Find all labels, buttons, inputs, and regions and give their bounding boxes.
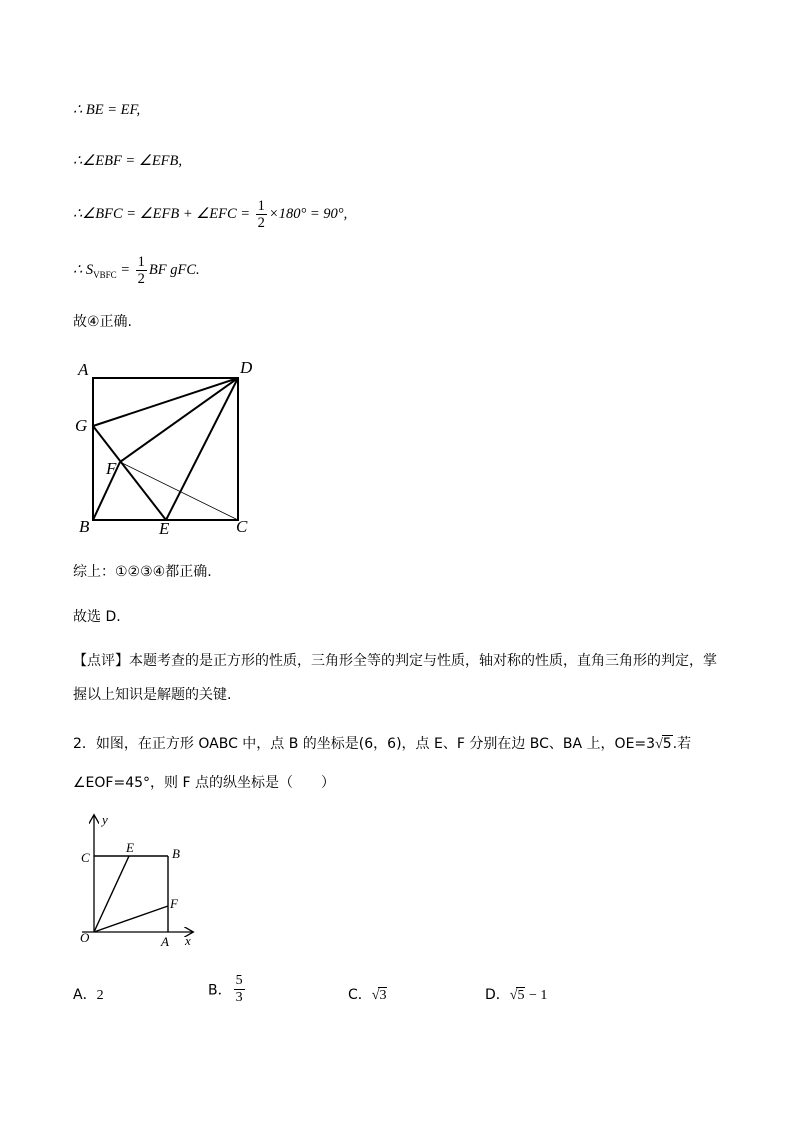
fraction-half: [256, 198, 267, 231]
proof-line-3-right: ×180° = 90°,: [268, 205, 348, 222]
label-O: O: [80, 930, 90, 945]
proof-line-4: [73, 254, 200, 287]
segment-GE: [93, 426, 166, 520]
label-F: F: [170, 896, 178, 911]
label-A: A: [78, 360, 89, 379]
option-c-label: C．: [348, 987, 372, 1003]
area-symbol: ∴ S: [73, 261, 94, 278]
option-b-num: 5: [235, 973, 243, 988]
label-E: E: [159, 519, 170, 538]
proof-line-2: ∴∠EBF = ∠EFB,: [73, 153, 183, 169]
proof-line-3-left: ∴∠BFC = ∠EFB + ∠EFC =: [73, 205, 254, 222]
option-b[interactable]: [208, 973, 247, 1006]
segment-OF: [94, 906, 168, 932]
comment-line-2: 握以上知识是解题的关键.: [73, 687, 232, 703]
comment-line-1: 【点评】本题考查的是正方形的性质，三角形全等的判定与性质，轴对称的性质，直角三角形的判定，掌: [73, 653, 717, 669]
coordinate-figure: [72, 810, 212, 955]
label-B: B: [172, 846, 180, 861]
square-outline: [93, 378, 238, 520]
option-d-rest: − 1: [525, 988, 548, 1003]
label-y: y: [102, 812, 108, 827]
segment-OE: [94, 856, 129, 932]
square-figure: [70, 355, 270, 545]
label-D: D: [240, 358, 253, 377]
fraction-den: 2: [257, 215, 265, 231]
option-d-sqrt: 5: [517, 988, 525, 1003]
segment-FD: [120, 378, 238, 462]
option-b-fraction: [234, 973, 245, 1006]
proof-line-3: [73, 198, 347, 231]
label-A: A: [161, 934, 169, 949]
fraction-num-2: 1: [137, 254, 145, 270]
option-c-sqrt: 3: [379, 988, 387, 1003]
option-d-label: D．: [485, 987, 510, 1003]
label-E: E: [126, 840, 134, 855]
label-C: C: [236, 517, 248, 536]
option-a-value: 2: [96, 988, 104, 1003]
fraction-den-2: 2: [137, 271, 145, 287]
question-2-line-2: ∠EOF=45°，则 F 点的纵坐标是（ ）: [73, 775, 335, 791]
segment-FC: [120, 462, 238, 520]
area-subscript: VBFC: [93, 269, 117, 280]
question-2-text-a: 2．如图，在正方形 OABC 中，点 B 的坐标是(6，6)，点 E、F 分别在边 BC、BA 上，OE=3: [73, 736, 656, 752]
option-a-label: A．: [73, 987, 97, 1003]
option-b-label: B．: [208, 982, 232, 999]
fraction-num: 1: [257, 198, 265, 214]
option-a[interactable]: [73, 984, 104, 1004]
fraction-half-2: [136, 254, 147, 287]
option-b-den: 3: [235, 990, 243, 1005]
question-2-text-b: .若: [672, 736, 692, 752]
option-d[interactable]: D．√5 − 1: [485, 987, 548, 1003]
conclusion-4: 故④正确.: [73, 314, 133, 330]
label-G: G: [75, 416, 88, 435]
label-F: F: [106, 459, 117, 478]
label-B: B: [79, 517, 90, 536]
answer: 故选 D.: [73, 609, 121, 625]
proof-line-1: ∴ BE = EF,: [73, 102, 141, 118]
sqrt-five: 5: [662, 736, 672, 752]
equals: =: [116, 261, 134, 278]
option-c[interactable]: C．√3: [348, 987, 387, 1003]
label-x: x: [185, 933, 191, 948]
label-C: C: [81, 850, 90, 865]
question-2-line-1: 2．如图，在正方形 OABC 中，点 B 的坐标是(6，6)，点 E、F 分别在边 BC、BA 上，OE=3√5.若: [73, 736, 692, 752]
proof-line-4-right: BF gFC.: [148, 261, 200, 278]
summary: 综上：①②③④都正确.: [73, 564, 212, 580]
